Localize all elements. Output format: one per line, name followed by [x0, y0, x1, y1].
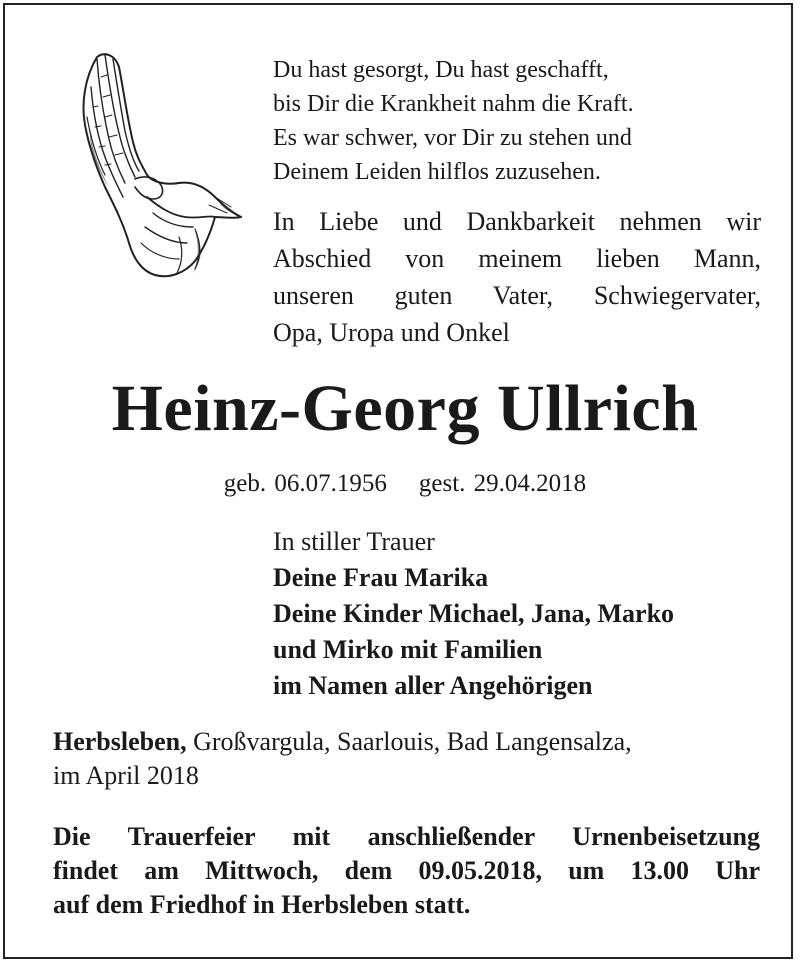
- mourners: [273, 524, 773, 704]
- mourner-line: und Mirko mit Familien: [273, 635, 543, 664]
- month-year: im April 2018: [53, 761, 199, 790]
- ceremony-line: auf dem Friedhof in Herbsleben statt.: [53, 890, 471, 919]
- ceremony-line: findet am Mittwoch, dem 09.05.2018, um 13.00 Uhr: [53, 856, 760, 885]
- poem-line: Du hast gesorgt, Du hast geschafft,: [273, 57, 609, 83]
- location-date: [53, 725, 773, 793]
- death-date: gest. 29.04.2018: [418, 470, 587, 497]
- birth-date: geb. 06.07.1956: [223, 470, 387, 497]
- farewell-line: unseren guten Vater, Schwiegervater,: [273, 281, 761, 310]
- ceremony-notice: [53, 820, 760, 922]
- location-line: [53, 725, 773, 759]
- farewell-line: Opa, Uropa und Onkel: [273, 318, 510, 347]
- mourner-line: Deine Kinder Michael, Jana, Marko: [273, 599, 675, 628]
- poem-line: Es war schwer, vor Dir zu stehen und: [273, 125, 632, 151]
- poem-line: Deinem Leiden hilflos zuzusehen.: [273, 159, 601, 185]
- ceremony-line: Die Trauerfeier mit anschließender Urnenbeisetzung: [53, 822, 760, 851]
- mourners-intro: In stiller Trauer: [273, 527, 435, 556]
- praying-hands-icon: [75, 47, 245, 283]
- other-cities: Großvargula, Saarlouis, Bad Langensalza,: [186, 727, 632, 756]
- mourner-line: im Namen aller Angehörigen: [273, 671, 593, 700]
- poem: [273, 53, 743, 189]
- farewell-text: [273, 203, 761, 351]
- farewell-line: Abschied von meinem lieben Mann,: [273, 244, 761, 273]
- life-dates: [5, 467, 800, 501]
- deceased-name: Heinz-Georg Ullrich: [111, 372, 699, 445]
- mourner-line: Deine Frau Marika: [273, 563, 489, 592]
- poem-line: bis Dir die Krankheit nahm die Kraft.: [273, 91, 634, 117]
- obituary-frame: [3, 3, 793, 959]
- farewell-line: In Liebe und Dankbarkeit nehmen wir: [273, 207, 761, 236]
- main-city: Herbsleben,: [53, 727, 187, 756]
